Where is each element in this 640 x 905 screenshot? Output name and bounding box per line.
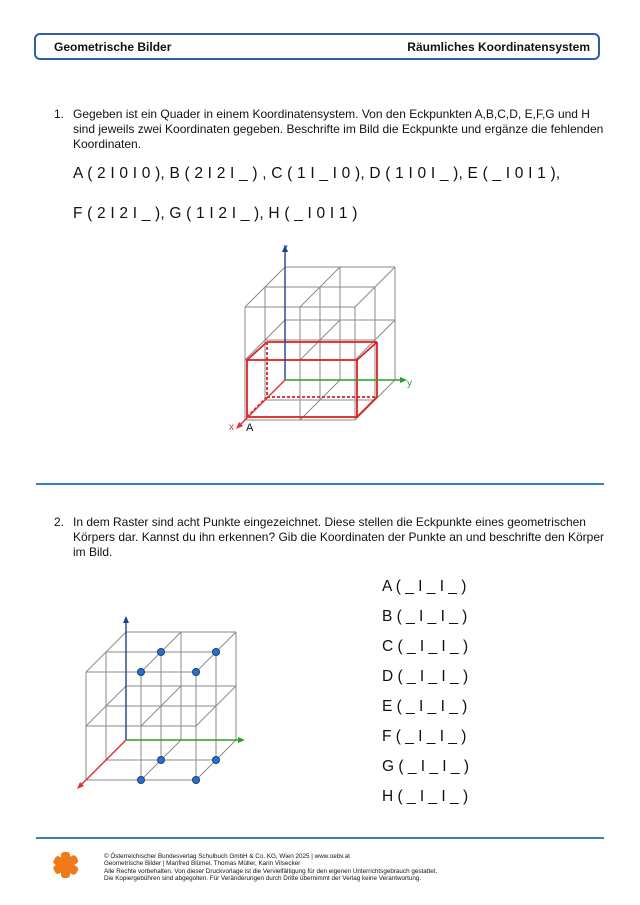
z-arrow-icon-2 — [123, 616, 129, 623]
point-a-label: A — [246, 422, 254, 434]
grid-point — [193, 777, 200, 784]
header-title-right: Räumliches Koordinatensystem — [407, 40, 590, 54]
section-divider-2 — [36, 837, 604, 839]
y-arrow-icon-2 — [238, 737, 245, 743]
publisher-logo-icon — [52, 852, 79, 878]
y-arrow-icon — [400, 377, 407, 383]
axis-z-label: z — [283, 243, 288, 254]
axis-x-label: x — [229, 422, 234, 433]
point-coordinate: C ( _ I _ I _ ) — [382, 638, 469, 655]
point-coordinate: A ( _ I _ I _ ) — [382, 578, 467, 595]
footer-line: Geometrische Bilder | Manfred Blümel, Thomas Müller, Karin Vilsecker — [104, 860, 301, 868]
point-coordinate: B ( _ I _ I _ ) — [382, 608, 468, 625]
section-divider-1 — [36, 483, 604, 485]
footer-line: Alle Rechte vorbehalten. Von dieser Druckvorlage ist die Vervielfältigung für den eigenen Unterrichtsgebrauch gestattet. — [104, 867, 438, 875]
grid-point — [193, 669, 200, 676]
grid-point — [158, 757, 165, 764]
task-1-coords-line1: A ( 2 I 0 I 0 ), B ( 2 I 2 I _ ) , C ( 1 I _ I 0 ), D ( 1 I 0 I _ ), E ( _ I 0 I 1 ), — [73, 165, 561, 182]
grid-point — [158, 649, 165, 656]
task-1-text: Gegeben ist ein Quader in einem Koordinatensystem. Von den Eckpunkten A,B,C,D, E,F,G und H sind jeweils zwei Koordinaten gegeben. Beschrifte im Bild die Eckpunkte und ergänze die fehlenden Koordinaten. — [73, 107, 604, 151]
task-2-text: In dem Raster sind acht Punkte eingezeichnet. Diese stellen die Eckpunkte eines geometrischen Körpers dar. Kannst du ihn erkennen? Gib die Koordinaten der Punkte an und beschrifte den Körper im Bild. — [73, 515, 605, 559]
task-1-coords-line2: F ( 2 I 2 I _ ), G ( 1 I 2 I _ ), H ( _ I 0 I 1 ) — [73, 205, 358, 222]
grid-points — [138, 649, 220, 784]
task-1-number: 1. — [54, 107, 65, 121]
axis-y-label: y — [407, 378, 412, 389]
footer-line: © Österreichischer Bundesverlag Schulbuch GmbH & Co. KG, Wien 2025 | www.oebv.at — [104, 853, 350, 860]
grid-point — [138, 669, 145, 676]
point-coordinate: G ( _ I _ I _ ) — [382, 758, 469, 775]
grid-point — [138, 777, 145, 784]
grid-point — [213, 757, 220, 764]
point-coordinate: H ( _ I _ I _ ) — [382, 788, 469, 805]
point-coordinate: D ( _ I _ I _ ) — [382, 668, 469, 685]
point-coordinate: E ( _ I _ I _ ) — [382, 698, 468, 715]
point-coordinate: F ( _ I _ I _ ) — [382, 728, 467, 745]
grid-point — [213, 649, 220, 656]
footer — [104, 853, 584, 883]
header-title-left: Geometrische Bilder — [54, 40, 172, 54]
footer-line: Die Kopiergebühren sind abgegolten. Für Veränderungen durch Dritte übernimmt der Verlag keine Verantwortung. — [104, 875, 422, 883]
task-2-number: 2. — [54, 515, 65, 529]
